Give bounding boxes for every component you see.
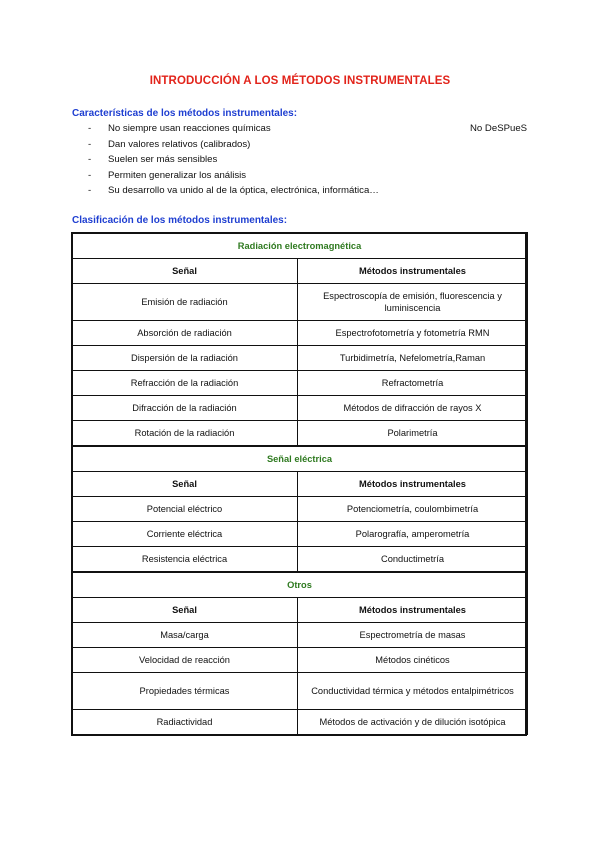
method-cell: Espectrometría de masas (298, 623, 528, 648)
group-title: Radiación electromagnética (72, 233, 528, 259)
method-cell: Turbidimetría, Nefelometría,Raman (298, 346, 528, 371)
column-header-signal: Señal (72, 259, 298, 284)
table-row (72, 371, 528, 396)
method-cell: Refractometría (298, 371, 528, 396)
list-item: - Permiten generalizar los análisis (88, 168, 548, 184)
method-cell: Conductimetría (298, 547, 528, 573)
column-header-signal: Señal (72, 472, 298, 497)
list-item: - Su desarrollo va unido al de la óptica, electrónica, informática… (88, 183, 548, 199)
list-item: - No siempre usan reacciones químicas (88, 121, 548, 137)
group-header-row (72, 572, 528, 598)
margin-note: No DeSPueS (470, 123, 528, 134)
group-title: Otros (72, 572, 528, 598)
signal-cell: Resistencia eléctrica (72, 547, 298, 573)
column-header-row (72, 598, 528, 623)
method-cell: Polarografía, amperometría (298, 522, 528, 547)
group-header-row (72, 446, 528, 472)
signal-cell: Emisión de radiación (72, 284, 298, 321)
dash-bullet: - (88, 169, 92, 181)
dash-bullet: - (88, 154, 92, 166)
column-header-methods: Métodos instrumentales (298, 259, 528, 284)
method-cell: Métodos de difracción de rayos X (298, 396, 528, 421)
classification-heading: Clasificación de los métodos instrumentales: (72, 215, 288, 226)
dash-bullet: - (88, 185, 92, 197)
column-header-row (72, 472, 528, 497)
page-title: INTRODUCCIÓN A LOS MÉTODOS INSTRUMENTALES (149, 75, 451, 87)
signal-cell: Potencial eléctrico (72, 497, 298, 522)
group-header-row (72, 233, 528, 259)
table-row (72, 497, 528, 522)
list-item: - Dan valores relativos (calibrados) (88, 137, 548, 153)
table-row (72, 522, 528, 547)
signal-cell: Radiactividad (72, 710, 298, 735)
signal-cell: Difracción de la radiación (72, 396, 298, 421)
signal-cell: Absorción de radiación (72, 321, 298, 346)
methods-table (71, 232, 528, 735)
table-row (72, 346, 528, 371)
table-row (72, 396, 528, 421)
column-header-methods: Métodos instrumentales (298, 598, 528, 623)
characteristics-heading: Características de los métodos instrumentales: (72, 108, 298, 119)
method-cell: Potenciometría, coulombimetría (298, 497, 528, 522)
signal-cell: Masa/carga (72, 623, 298, 648)
table-row (72, 673, 528, 710)
signal-cell: Velocidad de reacción (72, 648, 298, 673)
method-cell: Conductividad térmica y métodos entalpimétricos (298, 673, 528, 710)
group-title: Señal eléctrica (72, 446, 528, 472)
signal-cell: Dispersión de la radiación (72, 346, 298, 371)
table-row (72, 547, 528, 573)
table-row (72, 623, 528, 648)
signal-cell: Refracción de la radiación (72, 371, 298, 396)
list-item: - Suelen ser más sensibles (88, 152, 548, 168)
column-header-signal: Señal (72, 598, 298, 623)
table-row (72, 284, 528, 321)
dash-bullet: - (88, 138, 92, 150)
column-header-row (72, 259, 528, 284)
table-row (72, 710, 528, 735)
method-cell: Métodos de activación y de dilución isotópica (298, 710, 528, 735)
table-row (72, 648, 528, 673)
table-row (72, 421, 528, 447)
signal-cell: Propiedades térmicas (72, 673, 298, 710)
signal-cell: Rotación de la radiación (72, 421, 298, 447)
table-row (72, 321, 528, 346)
column-header-methods: Métodos instrumentales (298, 472, 528, 497)
method-cell: Polarimetría (298, 421, 528, 447)
dash-bullet: - (88, 123, 92, 134)
signal-cell: Corriente eléctrica (72, 522, 298, 547)
method-cell: Espectroscopía de emisión, fluorescencia y luminiscencia (298, 284, 528, 321)
method-cell: Espectrofotometría y fotometría RMN (298, 321, 528, 346)
method-cell: Métodos cinéticos (298, 648, 528, 673)
